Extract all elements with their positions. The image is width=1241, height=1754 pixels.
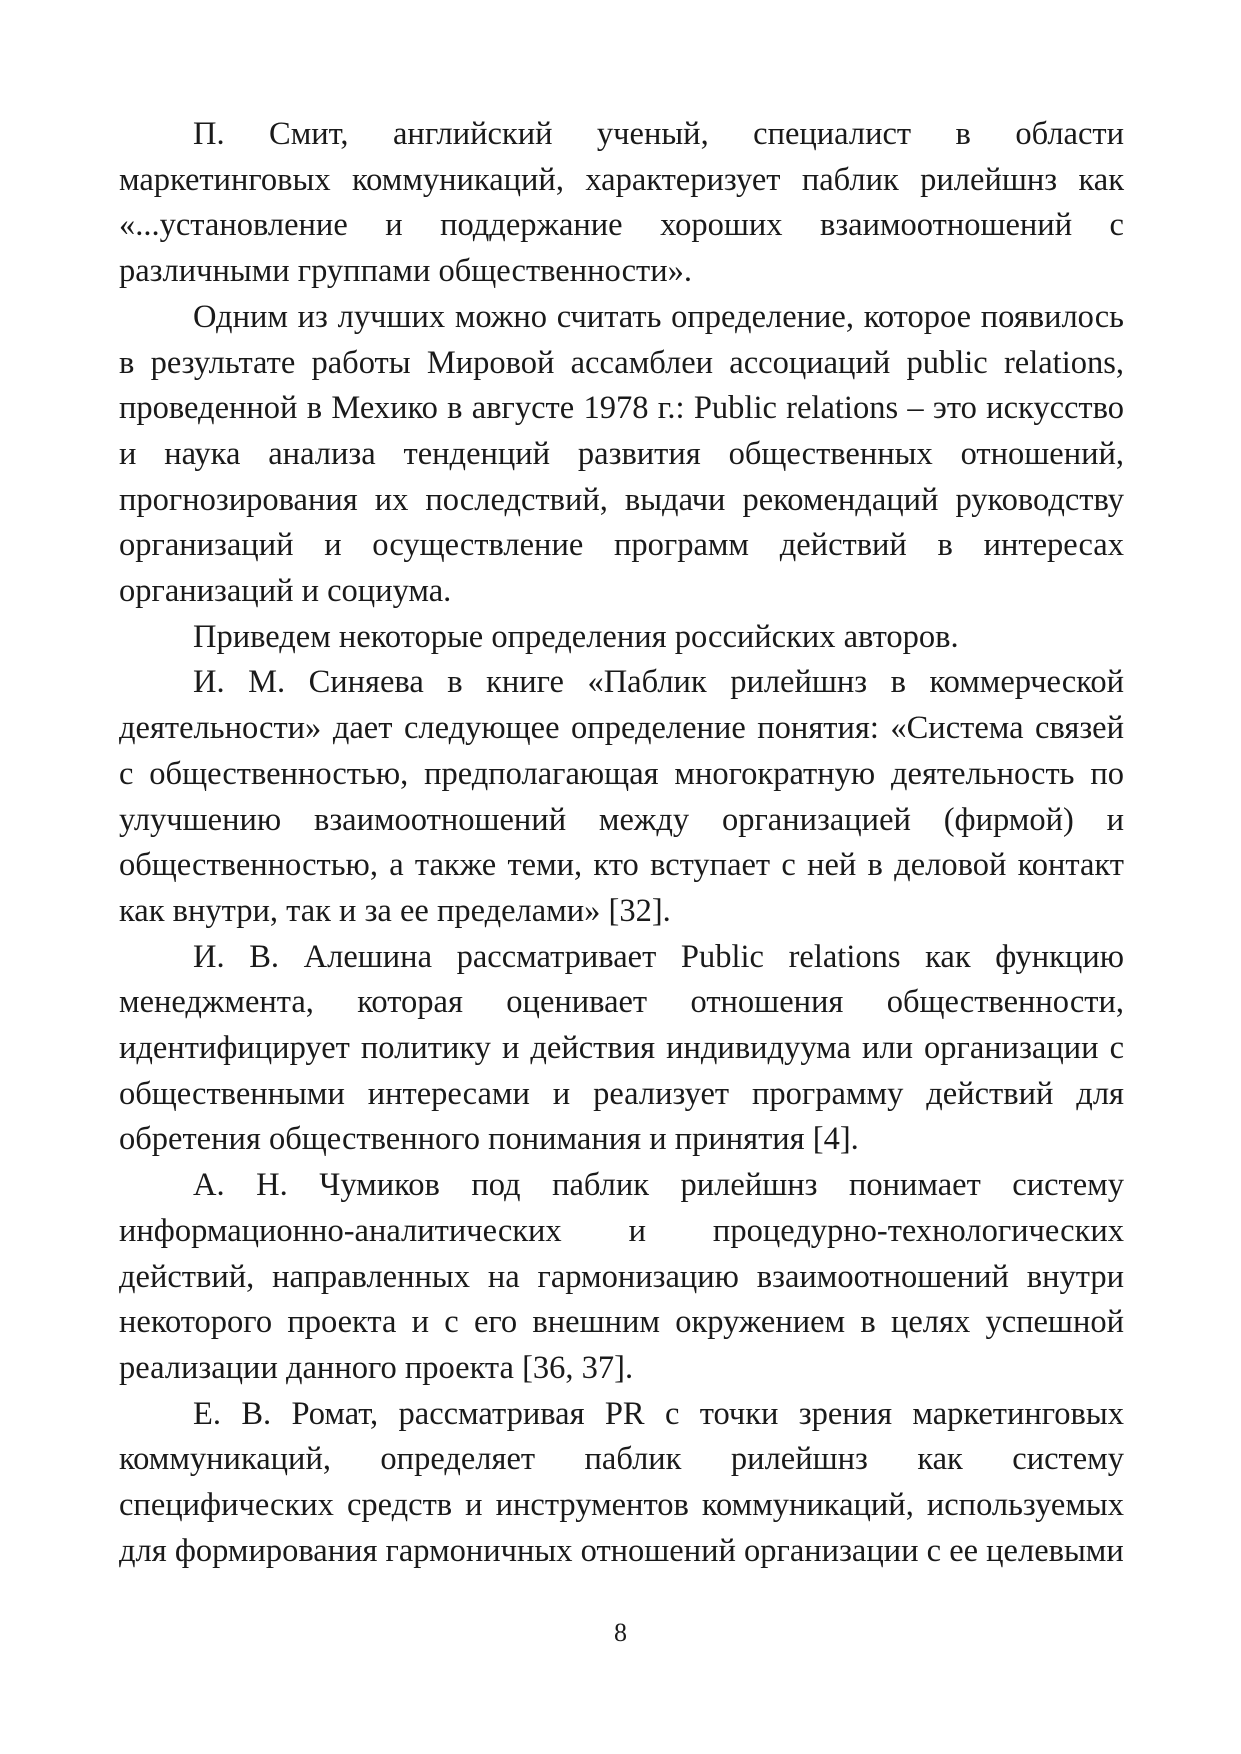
paragraph-romat: Е. В. Ромат, рассматривая PR с точки зрения маркетинговых коммуникаций, определяет паблик рилейшнз как систему специфических средств и инструментов коммуникаций, используемых для формирования гармоничных отношений организации с ее целевыми (119, 1395, 1124, 1569)
page-number: 8 (614, 1618, 627, 1647)
paragraph-chumikov: А. Н. Чумиков под паблик рилейшнз понимает систему информационно-аналитических и процедурно-технологических действий, направленных на гармонизацию взаимоотношений внутри некоторого проекта и с его внешним окружением в целях успешной реализации данного проекта [36, 37]. (119, 1167, 1124, 1386)
paragraph-aleshina: И. В. Алешина рассматривает Public relations как функцию менеджмента, которая оценивает отношения общественности, идентифицирует политику и действия индивидуума или организации с общественными интересами и реализует программу действий для обретения общественного понимания и принятия [4]. (119, 938, 1124, 1158)
paragraph-smith: П. Смит, английский ученый, специалист в области маркетинговых коммуникаций, характеризует паблик рилейшнз как «...установление и поддержание хороших взаимоотношений с различными группами общественности». (119, 116, 1124, 290)
body-text (119, 112, 1124, 1575)
paragraph-russian-authors-intro: Приведем некоторые определения российских авторов. (193, 618, 959, 655)
paragraph-world-assembly: Одним из лучших можно считать определение, которое появилось в результате работы Мировой ассамблеи ассоциаций public relations, проведенной в Мехико в августе 1978 г.: Public relations – это искусство и наука анализа тенденций развития общественных отношений, прогнозирования их последствий, выдачи рекомендаций руководству организаций и осуществление программ действий в интересах организаций и социума. (119, 298, 1124, 610)
paragraph-sinyaeva: И. М. Синяева в книге «Паблик рилейшнз в коммерческой деятельности» дает следующее определение понятия: «Система связей с общественностью, предполагающая многократную деятельность по улучшению взаимоотношений между организацией (фирмой) и общественностью, а также теми, кто вступает с ней в деловой контакт как внутри, так и за ее пределами» [32]. (119, 664, 1124, 929)
